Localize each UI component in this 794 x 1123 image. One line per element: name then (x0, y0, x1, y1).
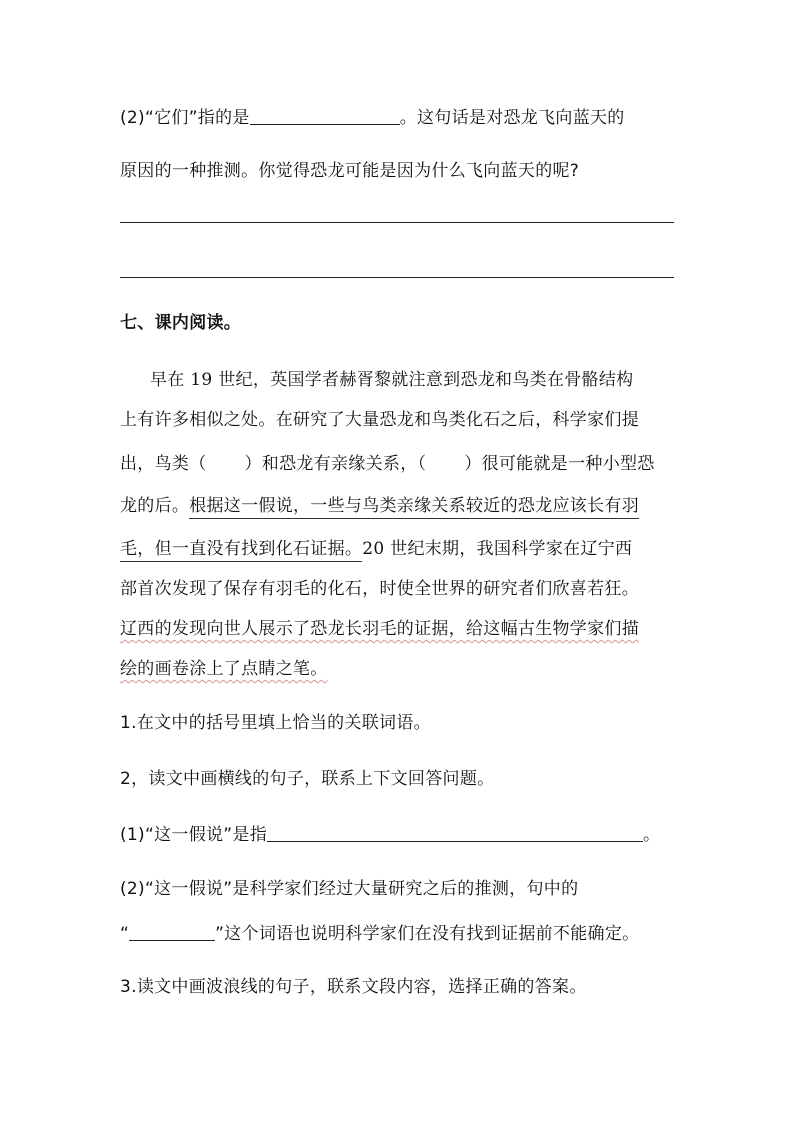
passage-line-3-c: ）很可能就是一种小型恐 (464, 454, 655, 474)
wavy-sentence-part-1: 辽西的发现向世人展示了恐龙长羽毛的证据，给这幅古生物学家们描 (120, 619, 639, 639)
answer-line-1[interactable] (120, 222, 674, 223)
underlined-sentence-part-2: 毛，但一直没有找到化石证据。 (120, 539, 362, 562)
answer-blank[interactable] (267, 823, 643, 842)
passage-line-3-a: 出，鸟类（ (120, 454, 207, 474)
passage-line-8 (120, 657, 328, 681)
passage-line-3 (120, 452, 655, 476)
passage-line-4-a: 龙的后。 (120, 496, 190, 516)
question-6-2 (120, 106, 625, 130)
wavy-sentence-part-2: 绘的画卷涂上了点睛之笔。 (120, 659, 328, 679)
answer-line-2[interactable] (120, 277, 674, 278)
question-7-1: 1.在文中的括号里填上恰当的关联词语。 (120, 713, 431, 733)
question-7-3: 3.读文中画波浪线的句子，联系文段内容，选择正确的答案。 (120, 977, 587, 997)
passage-line-7 (120, 617, 639, 641)
passage-line-6: 部首次发现了保存有羽毛的化石，时使全世界的研究者们欣喜若狂。 (120, 579, 639, 599)
question-6-2-line2: 原因的一种推测。你觉得恐龙可能是因为什么飞向蓝天的呢? (120, 161, 580, 181)
question-7-2-1 (120, 823, 660, 847)
question-7-2-2-line1: (2)“这一假说”是科学家们经过大量研究之后的推测，句中的 (120, 879, 579, 899)
question-7-2-2-line2-text: ”这个词语也说明科学家们在没有找到证据前不能确定。 (215, 924, 640, 944)
passage-line-5 (120, 537, 632, 561)
question-7-2: 2，读文中画横线的句子，联系上下文回答问题。 (120, 769, 495, 789)
question-6-2-prefix: (2)“它们”指的是 (120, 108, 250, 128)
passage-line-2: 上有许多相似之处。在研究了大量恐龙和鸟类化石之后，科学家们提 (120, 410, 639, 430)
passage-line-5-b: 20 世纪末期，我国科学家在辽宁西 (362, 539, 633, 559)
answer-blank[interactable] (250, 106, 400, 125)
question-6-2-suffix: 。这句话是对恐龙飞向蓝天的 (399, 108, 625, 128)
passage-line-4 (120, 494, 639, 518)
open-quote: “ (120, 924, 130, 944)
question-7-2-1-prefix: (1)“这一假说”是指 (120, 825, 267, 845)
underlined-sentence-part-1: 根据这一假说，一些与鸟类亲缘关系较近的恐龙应该长有羽 (189, 496, 639, 519)
word-blank[interactable] (129, 922, 215, 941)
passage-line-1: 早在 19 世纪，英国学者赫胥黎就注意到恐龙和鸟类在骨骼结构 (150, 370, 634, 390)
section-7-heading: 七、课内阅读。 (120, 313, 242, 333)
question-7-2-1-suffix: 。 (643, 825, 661, 845)
question-7-2-2-line2 (120, 922, 639, 946)
passage-line-3-b: ）和恐龙有亲缘关系，（ (244, 454, 427, 474)
